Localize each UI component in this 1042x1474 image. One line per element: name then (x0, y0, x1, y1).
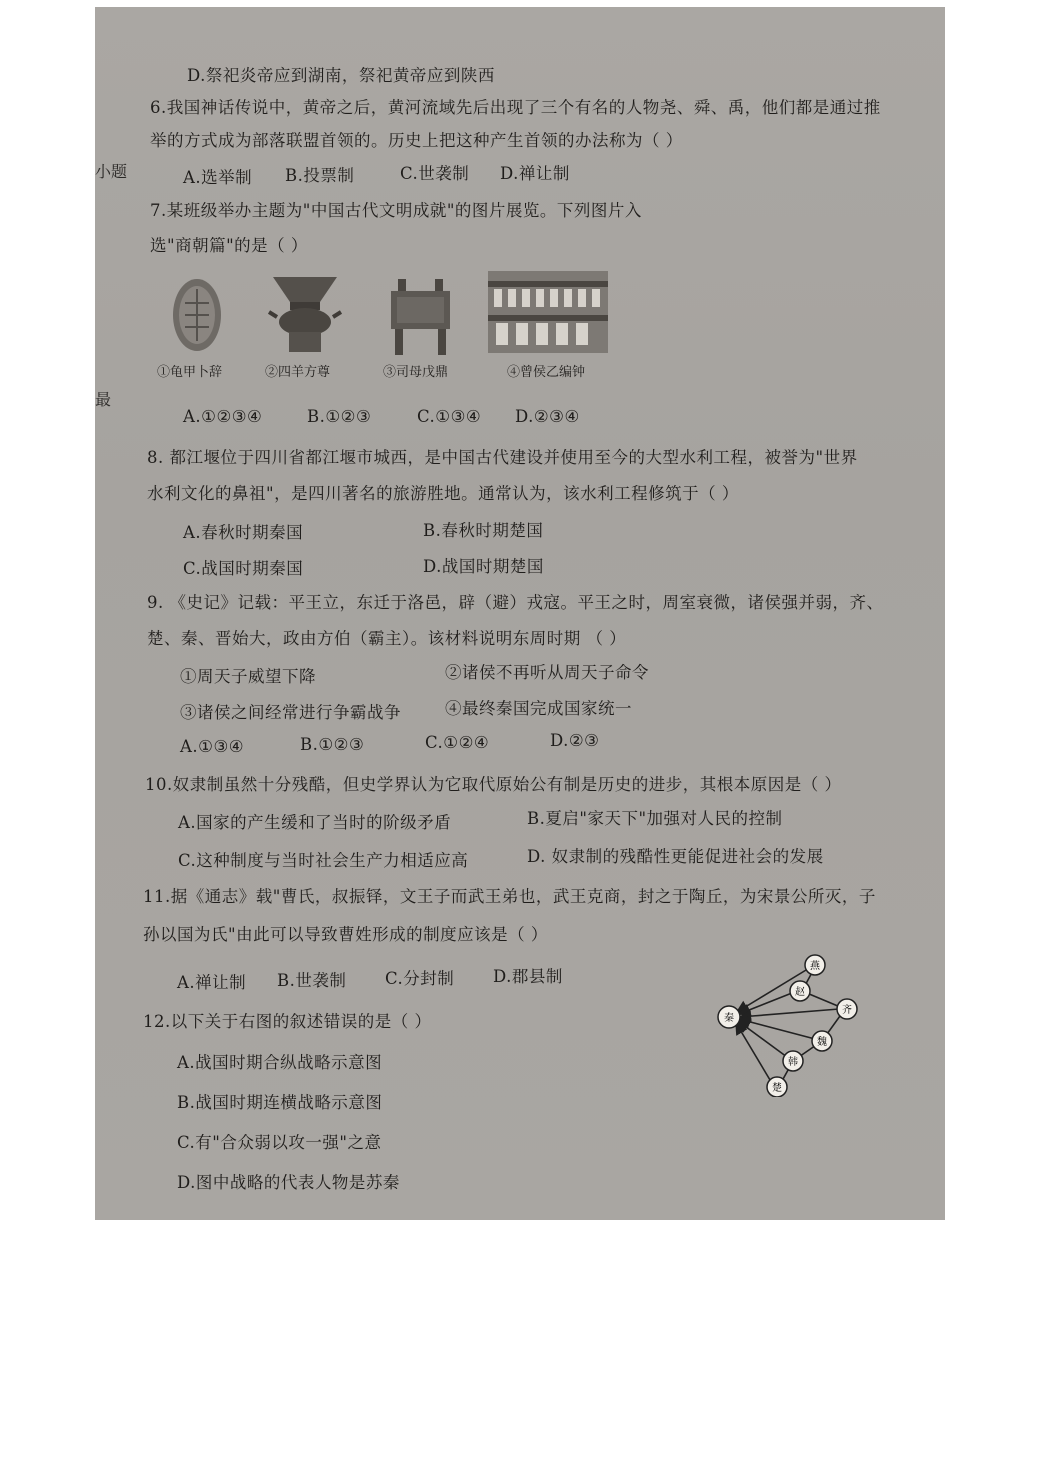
q10-option-b: B.夏启"家天下"加强对人民的控制 (527, 809, 783, 828)
q6-stem-1: 6.我国神话传说中，黄帝之后，黄河流域先后出现了三个有名的人物尧、舜、禹，他们都是通过推 (150, 98, 881, 117)
q7-stem-2: 选"商朝篇"的是（ ） (150, 236, 308, 255)
edge-mark-2: 最 (95, 390, 112, 409)
node-chu (767, 1077, 787, 1097)
q9-option-b: B.①②③ (300, 735, 365, 754)
q12-option-a: A.战国时期合纵战略示意图 (177, 1053, 383, 1072)
q9-item-2: ②诸侯不再听从周天子命令 (445, 663, 649, 682)
node-qin (718, 1006, 740, 1028)
q12-option-d: D.图中战略的代表人物是苏秦 (177, 1173, 400, 1192)
q6-stem-2: 举的方式成为部落联盟首领的。历史上把这种产生首领的办法称为（ ） (150, 131, 683, 150)
q8-option-b: B.春秋时期楚国 (423, 521, 544, 540)
q10-option-d: D. 奴隶制的残酷性更能促进社会的发展 (527, 847, 824, 866)
node-wei (812, 1031, 832, 1051)
q10-option-c: C.这种制度与当时社会生产力相适应高 (178, 851, 469, 870)
svg-text:齐: 齐 (842, 1005, 852, 1016)
q8-stem-1: 8. 都江堰位于四川省都江堰市城西，是中国古代建设并使用至今的大型水利工程，被誉为"世界 (147, 448, 858, 467)
q7-caption-2: ②四羊方尊 (265, 365, 331, 380)
q9-stem-1: 9. 《史记》记载：平王立，东迁于洛邑，辟（避）戎寇。平王之时，周室衰微，诸侯强并弱，齐、 (147, 593, 884, 612)
q7-option-d: D.②③④ (515, 407, 580, 426)
oracle-bone-picture (167, 275, 227, 355)
q12-option-b: B.战国时期连横战略示意图 (177, 1093, 383, 1112)
q11-option-d: D.郡县制 (493, 967, 563, 986)
q9-item-3: ③诸侯之间经常进行争霸战争 (180, 703, 401, 722)
q7-caption-3: ③司母戊鼎 (383, 365, 449, 380)
q11-option-a: A.禅让制 (177, 973, 247, 992)
q12-stem: 12.以下关于右图的叙述错误的是（ ） (143, 1012, 432, 1031)
node-han (783, 1051, 803, 1071)
q8-option-a: A.春秋时期秦国 (183, 523, 304, 542)
bianzhong-bells-picture (488, 271, 608, 353)
q8-option-c: C.战国时期秦国 (183, 559, 304, 578)
q9-item-4: ④最终秦国完成国家统一 (445, 699, 632, 718)
svg-text:魏: 魏 (817, 1037, 827, 1048)
q7-caption-1: ①龟甲卜辞 (157, 365, 223, 380)
svg-text:韩: 韩 (788, 1057, 798, 1068)
node-qi (837, 999, 857, 1019)
q9-option-d: D.②③ (550, 731, 600, 750)
q7-option-b: B.①②③ (307, 407, 372, 426)
q7-option-c: C.①③④ (417, 407, 482, 426)
q11-stem-1: 11.据《通志》载"曹氏，叔振铎，文王子而武王弟也，武王克商，封之于陶丘，为宋景公所灭，子 (143, 887, 876, 906)
node-yan (805, 955, 825, 975)
simuwu-ding-picture (383, 277, 458, 357)
q6-option-d: D.禅让制 (500, 164, 570, 183)
edge-mark-1: 小题 (95, 162, 128, 181)
node-zhao (790, 981, 810, 1001)
q5-option-d: D.祭祀炎帝应到湖南，祭祀黄帝应到陕西 (187, 66, 495, 85)
q9-option-a: A.①③④ (180, 737, 245, 756)
strategy-diagram (707, 947, 867, 1097)
q10-stem: 10.奴隶制虽然十分残酷，但史学界认为它取代原始公有制是历史的进步，其根本原因是（ ） (145, 775, 842, 794)
q11-stem-2: 孙以国为氏"由此可以导致曹姓形成的制度应该是（ ） (143, 925, 548, 944)
q6-option-c: C.世袭制 (400, 164, 470, 183)
q7-stem-1: 7.某班级举办主题为"中国古代文明成就"的图片展览。下列图片入 (150, 201, 642, 220)
four-ram-zun-picture (265, 272, 345, 357)
q8-stem-2: 水利文化的鼻祖"，是四川著名的旅游胜地。通常认为，该水利工程修筑于（ ） (147, 484, 739, 503)
svg-text:楚: 楚 (772, 1083, 782, 1094)
q9-item-1: ①周天子威望下降 (180, 667, 316, 686)
svg-text:秦: 秦 (724, 1013, 734, 1024)
svg-text:燕: 燕 (810, 961, 820, 972)
q6-option-a: A.选举制 (183, 168, 253, 187)
exam-page (95, 7, 945, 1220)
q12-option-c: C.有"合众弱以攻一强"之意 (177, 1133, 382, 1152)
q9-option-c: C.①②④ (425, 733, 490, 752)
q6-option-b: B.投票制 (285, 166, 355, 185)
q8-option-d: D.战国时期楚国 (423, 557, 544, 576)
q7-caption-4: ④曾侯乙编钟 (507, 365, 586, 380)
q11-option-c: C.分封制 (385, 969, 455, 988)
q7-option-a: A.①②③④ (183, 407, 263, 426)
q9-stem-2: 楚、秦、晋始大，政由方伯（霸主）。该材料说明东周时期 （ ） (147, 629, 627, 648)
q10-option-a: A.国家的产生缓和了当时的阶级矛盾 (178, 813, 452, 832)
q11-option-b: B.世袭制 (277, 971, 347, 990)
svg-text:赵: 赵 (795, 987, 805, 998)
